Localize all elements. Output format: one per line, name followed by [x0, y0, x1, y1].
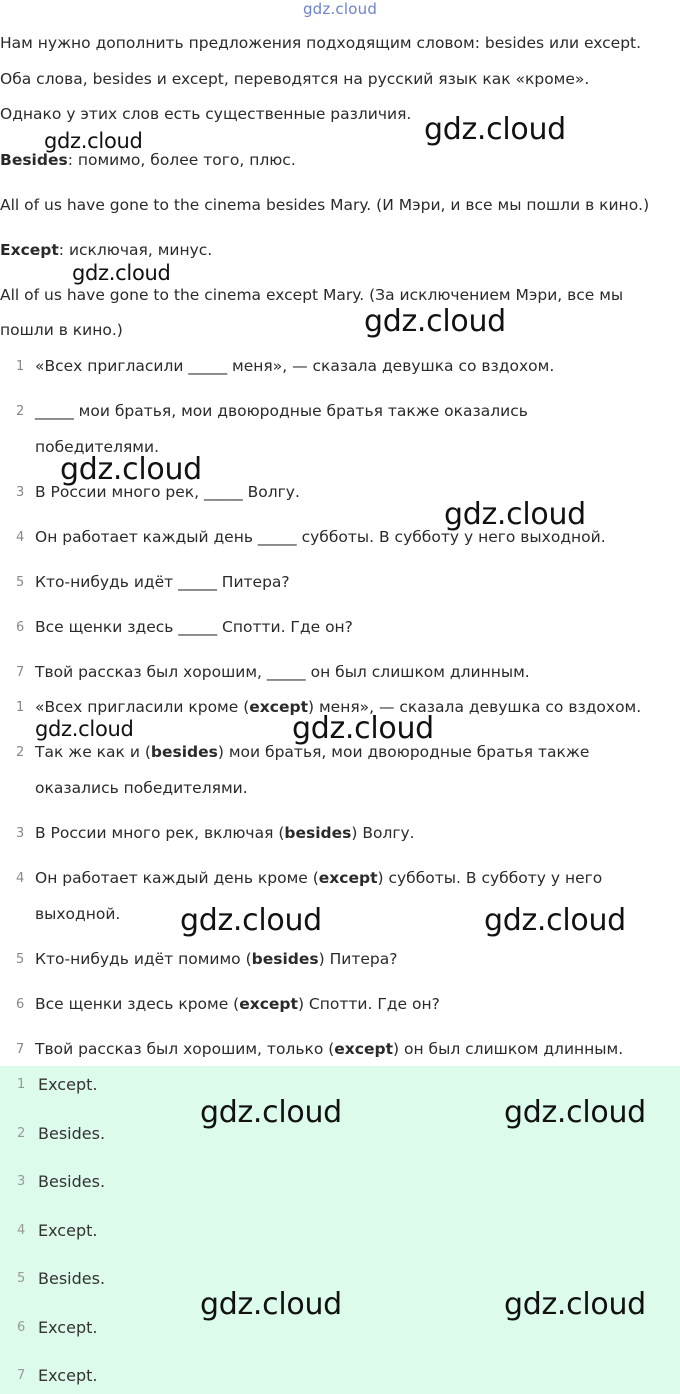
answer-keyword: besides [251, 950, 319, 968]
answer-number: 3 [16, 826, 25, 841]
short-answer-number: 3 [17, 1174, 26, 1189]
watermark: gdz.cloud [292, 711, 434, 746]
answer-number: 6 [16, 997, 25, 1012]
watermark: gdz.cloud [444, 497, 586, 532]
short-answer-number: 6 [17, 1320, 26, 1335]
besides-definition [0, 151, 296, 169]
task-text: «Всех пригласили _____ меня», — сказала девушка со вздохом. [35, 357, 555, 375]
intro-line-3: Однако у этих слов есть существенные различия. [0, 105, 412, 123]
short-answer-text: Besides. [38, 1269, 106, 1288]
except-example-line-2: пошли в кино.) [0, 321, 123, 339]
answer-keyword: besides [150, 743, 218, 761]
answer-text-continued: оказались победителями. [35, 779, 248, 797]
except-definition [0, 241, 212, 259]
short-answer-text: Except. [38, 1366, 98, 1385]
answer-text-continued: выходной. [35, 905, 121, 923]
answer-keyword: except [334, 1040, 394, 1058]
answer-number: 7 [16, 1042, 25, 1057]
watermark: gdz.cloud [200, 1287, 342, 1322]
task-number: 1 [16, 359, 25, 374]
short-answer-text: Besides. [38, 1172, 106, 1191]
answer-text: Все щенки здесь кроме (except) Спотти. Где он? [35, 995, 440, 1013]
short-answer-number: 7 [17, 1368, 26, 1383]
task-number: 2 [16, 404, 25, 419]
answer-text: Так же как и (besides) мои братья, мои двоюродные братья также [35, 743, 590, 761]
watermark: gdz.cloud [424, 112, 566, 147]
short-answer-text: Except. [38, 1221, 98, 1240]
watermark: gdz.cloud [200, 1095, 342, 1130]
task-number: 3 [16, 485, 25, 500]
intro-line-1: Нам нужно дополнить предложения подходящим словом: besides или except. [0, 34, 642, 52]
answer-text: «Всех пригласили кроме (except) меня», — сказала девушка со вздохом. [35, 698, 642, 716]
short-answer-text: Except. [38, 1075, 98, 1094]
watermark: gdz.cloud [484, 903, 626, 938]
besides-example: All of us have gone to the cinema besides Mary. (И Мэри, и все мы пошли в кино.) [0, 196, 650, 214]
short-answer-text: Except. [38, 1318, 98, 1337]
intro-line-2: Оба слова, besides и except, переводятся на русский язык как «кроме». [0, 70, 590, 88]
task-text-continued: победителями. [35, 438, 159, 456]
task-text: Кто-нибудь идёт _____ Питера? [35, 573, 290, 591]
task-number: 6 [16, 620, 25, 635]
answer-keyword: except [318, 869, 378, 887]
answer-keyword: except [249, 698, 308, 716]
task-text: Все щенки здесь _____ Спотти. Где он? [35, 618, 353, 636]
site-header-logo[interactable]: gdz.cloud [302, 0, 378, 18]
task-text: Твой рассказ был хорошим, _____ он был слишком длинным. [35, 663, 530, 681]
task-text: _____ мои братья, мои двоюродные братья также оказались [35, 402, 528, 420]
task-number: 5 [16, 575, 25, 590]
except-example-line-1: All of us have gone to the cinema except Mary. (За исключением Мэри, все мы [0, 286, 624, 304]
watermark: gdz.cloud [364, 304, 506, 339]
watermark: gdz.cloud [504, 1095, 646, 1130]
answer-number: 1 [16, 700, 25, 715]
answer-keyword: except [239, 995, 298, 1013]
answer-text: Твой рассказ был хорошим, только (except) он был слишком длинным. [35, 1040, 624, 1058]
besides-term: Besides [0, 151, 68, 169]
answer-text: Он работает каждый день кроме (except) субботы. В субботу у него [35, 869, 603, 887]
answer-number: 2 [16, 745, 25, 760]
watermark: gdz.cloud [180, 903, 322, 938]
answer-number: 5 [16, 952, 25, 967]
watermark: gdz.cloud [504, 1287, 646, 1322]
watermark: gdz.cloud [72, 261, 171, 285]
short-answer-number: 4 [17, 1223, 26, 1238]
short-answer-number: 1 [17, 1077, 26, 1092]
answer-text: Кто-нибудь идёт помимо (besides) Питера? [35, 950, 398, 968]
except-meaning: : исключая, минус. [58, 241, 213, 259]
answer-text: В России много рек, включая (besides) Волгу. [35, 824, 415, 842]
answer-keyword: besides [284, 824, 352, 842]
watermark: gdz.cloud [35, 717, 134, 741]
besides-meaning: : помимо, более того, плюс. [67, 151, 296, 169]
answer-number: 4 [16, 871, 25, 886]
task-text: В России много рек, _____ Волгу. [35, 483, 300, 501]
watermark: gdz.cloud [60, 452, 202, 487]
watermark: gdz.cloud [44, 129, 143, 153]
short-answer-number: 5 [17, 1271, 26, 1286]
short-answer-text: Besides. [38, 1124, 106, 1143]
short-answer-number: 2 [17, 1126, 26, 1141]
task-number: 4 [16, 530, 25, 545]
task-text: Он работает каждый день _____ субботы. В субботу у него выходной. [35, 528, 606, 546]
task-number: 7 [16, 665, 25, 680]
except-term: Except [0, 241, 59, 259]
